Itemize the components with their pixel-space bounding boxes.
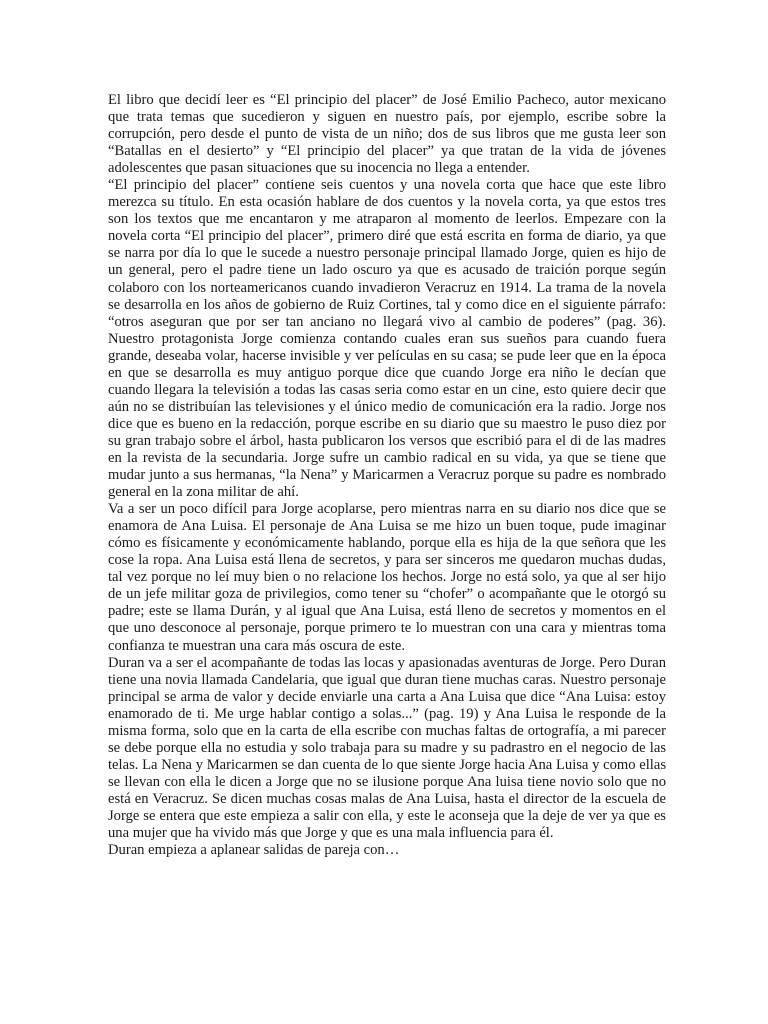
paragraph-intro: El libro que decidí leer es “El principio del placer” de José Emilio Pacheco, autor mexicano que trata temas que sucedieron y siguen en nuestro país, por ejemplo, escribe sobre la corrupción, pero desde el punto de vista de un niño; dos de sus libros que me gusta leer son “Batallas en el desierto” y “El principio del placer” ya que tratan de la vida de jóvenes adolescentes que pasan situaciones que su inocencia no llega a entender.: [108, 92, 666, 177]
paragraph-closing: Duran empieza a aplanear salidas de pareja con…: [108, 842, 400, 859]
document-body: [108, 92, 666, 859]
paragraph-ana-luisa: Va a ser un poco difícil para Jorge acoplarse, pero mientras narra en su diario nos dice que se enamora de Ana Luisa. El personaje de Ana Luisa se me hizo un buen toque, pude imaginar cómo es físicamente y económicamente hablando, porque ella es hija de la que señora que les cose la ropa. Ana Luisa está llena de secretos, y para ser sinceros me quedaron muchas dudas, tal vez porque no leí muy bien o no relacione los hechos. Jorge no está solo, ya que al ser hijo de un jefe militar goza de privilegios, como tener su “chofer” o acompañante que le otorgó su padre; este se llama Durán, y al igual que Ana Luisa, está lleno de secretos y momentos en el que uno desconoce al personaje, porque primero te lo muestran con una cara y mientras toma confianza te muestran una cara más oscura de este.: [108, 501, 666, 654]
paragraph-duran: Duran va a ser el acompañante de todas las locas y apasionadas aventuras de Jorge. Pero Duran tiene una novia llamada Candelaria, que igual que duran tiene muchas caras. Nuestro personaje principal se arma de valor y decide enviarle una carta a Ana Luisa que dice “Ana Luisa: estoy enamorado de ti. Me urge hablar contigo a solas...” (pag. 19) y Ana Luisa le responde de la misma forma, solo que en la carta de ella escribe con muchas faltas de ortografía, a mi parecer se debe porque ella no estudia y solo trabaja para su madre y su padrastro en el negocio de las telas. La Nena y Maricarmen se dan cuenta de lo que siente Jorge hacia Ana Luisa y como ellas se llevan con ella le dicen a Jorge que no se ilusione porque Ana luisa tiene novio solo que no está en Veracruz. Se dicen muchas cosas malas de Ana Luisa, hasta el director de la escuela de Jorge se entera que este empieza a salir con ella, y este le aconseja que la deje de ver ya que es una mujer que ha vivido más que Jorge y que es una mala influencia para él.: [108, 654, 666, 842]
paragraph-novela-corta: “El principio del placer” contiene seis cuentos y una novela corta que hace que este libro merezca su título. En esta ocasión hablare de dos cuentos y la novela corta, ya que estos tres son los textos que me encantaron y me atraparon al momento de leerlos. Empezare con la novela corta “El principio del placer”, primero diré que está escrita en forma de diario, ya que se narra por día lo que le sucede a nuestro personaje principal llamado Jorge, quien es hijo de un general, pero el padre tiene un lado oscuro ya que es acusado de traición porque según colaboro con los norteamericanos cuando invadieron Veracruz en 1914. La trama de la novela se desarrolla en los años de gobierno de Ruiz Cortines, tal y como dice en el siguiente párrafo: “otros aseguran que por ser tan anciano no llegará vivo al cambio de poderes” (pag. 36). Nuestro protagonista Jorge comienza contando cuales eran sus sueños para cuando fuera grande, deseaba volar, hacerse invisible y ver películas en su casa; se pude leer que en la época en que se desarrolla es muy antiguo porque dice que cuando Jorge era niño le decían que cuando llegara la televisión a todas las casas seria como estar en un cine, esto quiere decir que aún no se distribuían las televisiones y el único medio de comunicación era la radio. Jorge nos dice que es bueno en la redacción, porque escribe en su diario que su maestro le puso diez por su gran trabajo sobre el árbol, hasta publicaron los versos que escribió para el di de las madres en la revista de la secundaria. Jorge sufre un cambio radical en su vida, ya que se tiene que mudar junto a sus hermanas, “la Nena” y Maricarmen a Veracruz porque su padre es nombrado general en la zona militar de ahí.: [108, 177, 666, 501]
